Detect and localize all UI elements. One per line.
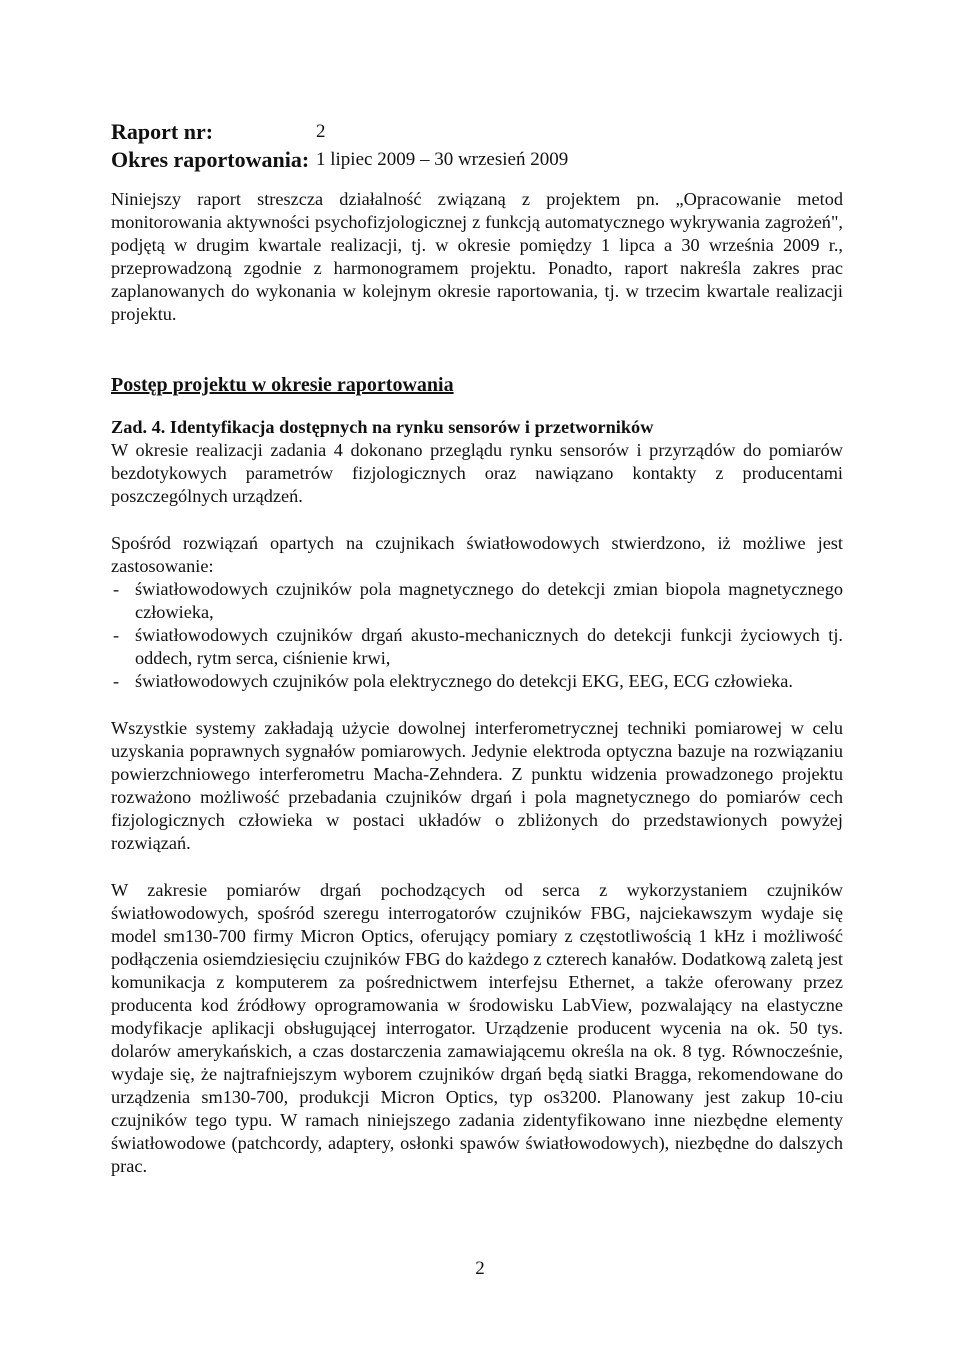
reporting-period-row — [111, 146, 843, 174]
sensor-list — [111, 578, 843, 693]
list-item: - światłowodowych czujników pola magnetycznego do detekcji zmian biopola magnetycznego człowieka, — [111, 578, 843, 624]
section-title: Postęp projektu w okresie raportowania — [111, 374, 454, 396]
report-number-row — [111, 118, 843, 146]
reporting-period-label: Okres raportowania: — [111, 147, 310, 172]
report-number-label: Raport nr: — [111, 119, 214, 144]
task-heading: Zad. 4. Identyfikacja dostępnych na rynku sensorów i przetworników — [111, 417, 654, 437]
task-paragraph-4: W zakresie pomiarów drgań pochodzących od serca z wykorzystaniem czujników światłowodowych, spośród szeregu interrogatorów czujników FBG, najciekawszym wydaje się model sm130-700 firmy Micron Optics, oferujący pomiary z częstotliwością 1 kHz i możliwość podłączenia osiemdziesięciu czujników FBG do każdego z czterech kanałów. Dodatkową zaletą jest komunikacja z komputerem za pośrednictwem interfejsu Ethernet, a także oferowany przez producenta kod źródłowy oprogramowania w środowisku LabView, pozwalający na elastyczne modyfikacje aplikacji obsługującej interrogator. Urządzenie producent wycenia na ok. 50 tys. dolarów amerykańskich, a czas dostarczenia zamawiającemu określa na ok. 8 tyg. Równocześnie, wydaje się, że najtrafniejszym wyborem czujników drgań będą siatki Bragga, rekomendowane do urządzenia sm130-700, produkcji Micron Optics, typ os3200. Planowany jest zakup 10-ciu czujników tego typu. W ramach niniejszego zadania zidentyfikowano inne niezbędne elementy światłowodowe (patchcordy, adaptery, osłonki spawów światłowodowych), niezbędne do dalszych prac. — [111, 880, 843, 1176]
page-number: 2 — [475, 1258, 485, 1279]
intro-paragraph: Niniejszy raport streszcza działalność związaną z projektem pn. „Opracowanie metod monitorowania aktywności psychofizjologicznej z funkcją automatycznego wykrywania zagrożeń", podjętą w drugim kwartale realizacji, tj. w okresie pomiędzy 1 lipca a 30 września 2009 r., przeprowadzoną zgodnie z harmonogramem projektu. Ponadto, raport nakreśla zakres prac zaplanowanych do wykonania w kolejnym okresie raportowania, tj. w trzecim kwartale realizacji projektu. — [111, 189, 843, 324]
document-page — [111, 118, 843, 1178]
list-item: - światłowodowych czujników pola elektrycznego do detekcji EKG, EEG, ECG człowieka. — [111, 670, 843, 693]
report-number-value: 2 — [316, 121, 326, 142]
reporting-period-value: 1 lipiec 2009 – 30 wrzesień 2009 — [316, 149, 569, 170]
list-item: - światłowodowych czujników drgań akusto-mechanicznych do detekcji funkcji życiowych tj. oddech, rytm serca, ciśnienie krwi, — [111, 624, 843, 670]
task-paragraph-2: Spośród rozwiązań opartych na czujnikach światłowodowych stwierdzono, iż możliwe jest zastosowanie: — [111, 533, 843, 576]
task-paragraph-3: Wszystkie systemy zakładają użycie dowolnej interferometrycznej techniki pomiarowej w celu uzyskania poprawnych sygnałów pomiarowych. Jedynie elektroda optyczna bazuje na rozwiązaniu powierzchniowego interferometru Macha-Zehndera. Z punktu widzenia prowadzonego projektu rozważono możliwość przebadania czujników drgań i pola magnetycznego do pomiarów cech fizjologicznych człowieka w postaci układów o zbliżonych do przedstawionych powyżej rozwiązań. — [111, 718, 843, 853]
task-paragraph-1: W okresie realizacji zadania 4 dokonano przeglądu rynku sensorów i przyrządów do pomiarów bezdotykowych parametrów fizjologicznych oraz nawiązano kontakty z producentami poszczególnych urządzeń. — [111, 440, 843, 506]
